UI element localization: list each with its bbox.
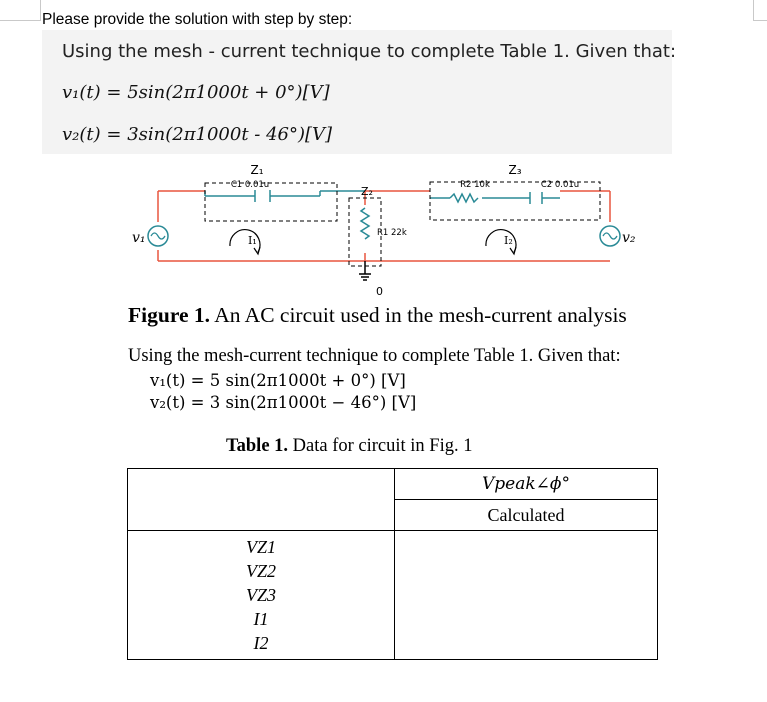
row-label-i2: I2 — [253, 633, 269, 653]
i1-label: I₁ — [248, 234, 257, 247]
ground-label: 0 — [376, 285, 383, 298]
z3-label: Z₃ — [508, 163, 522, 177]
circuit-diagram — [120, 160, 640, 300]
body-equation-v2: v₂(t) = 3 sin(2π1000t − 46°) [V] — [150, 393, 417, 412]
body-text: Using the mesh-current technique to complete Table 1. Given that: — [128, 346, 621, 366]
figure-caption-text: An AC circuit used in the mesh-current analysis — [210, 303, 627, 327]
figure-label: Figure 1. — [128, 303, 211, 327]
z1-label: Z₁ — [250, 163, 264, 177]
row-label-vz1: VZ1 — [245, 537, 276, 557]
i2-label: I₂ — [504, 234, 513, 247]
row-label-i1: I1 — [253, 609, 269, 629]
v1-label: v₁ — [132, 230, 146, 246]
row-label-vz3: VZ3 — [245, 585, 276, 605]
v2-label: v₂ — [622, 230, 636, 246]
calculated-values-cell[interactable] — [395, 531, 658, 660]
z2-label: Z₂ — [361, 185, 373, 198]
question-equation-v2: v₂(t) = 3sin(2π1000t - 46°)[V] — [62, 124, 333, 145]
data-table — [127, 468, 658, 660]
table-label: Table 1. — [226, 436, 289, 456]
table-data-row — [128, 531, 658, 660]
body-equation-v1: v₁(t) = 5 sin(2π1000t + 0°) [V] — [150, 371, 406, 390]
c2-label: C2 0.01u — [540, 180, 580, 190]
question-heading: Using the mesh - current technique to complete Table 1. Given that: — [62, 41, 677, 62]
header-vpeak: Vpeak∠ϕ° — [395, 469, 658, 500]
row-label-vz2: VZ2 — [245, 561, 276, 581]
r2-label: R2 10k — [460, 180, 490, 190]
c1-label: C1 0.01u — [230, 180, 270, 190]
prompt-text: Please provide the solution with step by step: — [42, 11, 353, 28]
figure-caption — [128, 303, 627, 328]
question-equation-v1: v₁(t) = 5sin(2π1000t + 0°)[V] — [62, 82, 330, 103]
table-corner-cell — [128, 469, 395, 531]
table-header-row — [128, 469, 658, 500]
page-corner-left — [0, 0, 41, 21]
row-labels — [128, 531, 395, 660]
table-title — [226, 436, 472, 457]
page-corner-right — [753, 0, 767, 21]
r1-label: R1 22k — [377, 228, 407, 238]
table-title-text: Data for circuit in Fig. 1 — [288, 436, 473, 456]
header-calculated: Calculated — [395, 500, 658, 531]
